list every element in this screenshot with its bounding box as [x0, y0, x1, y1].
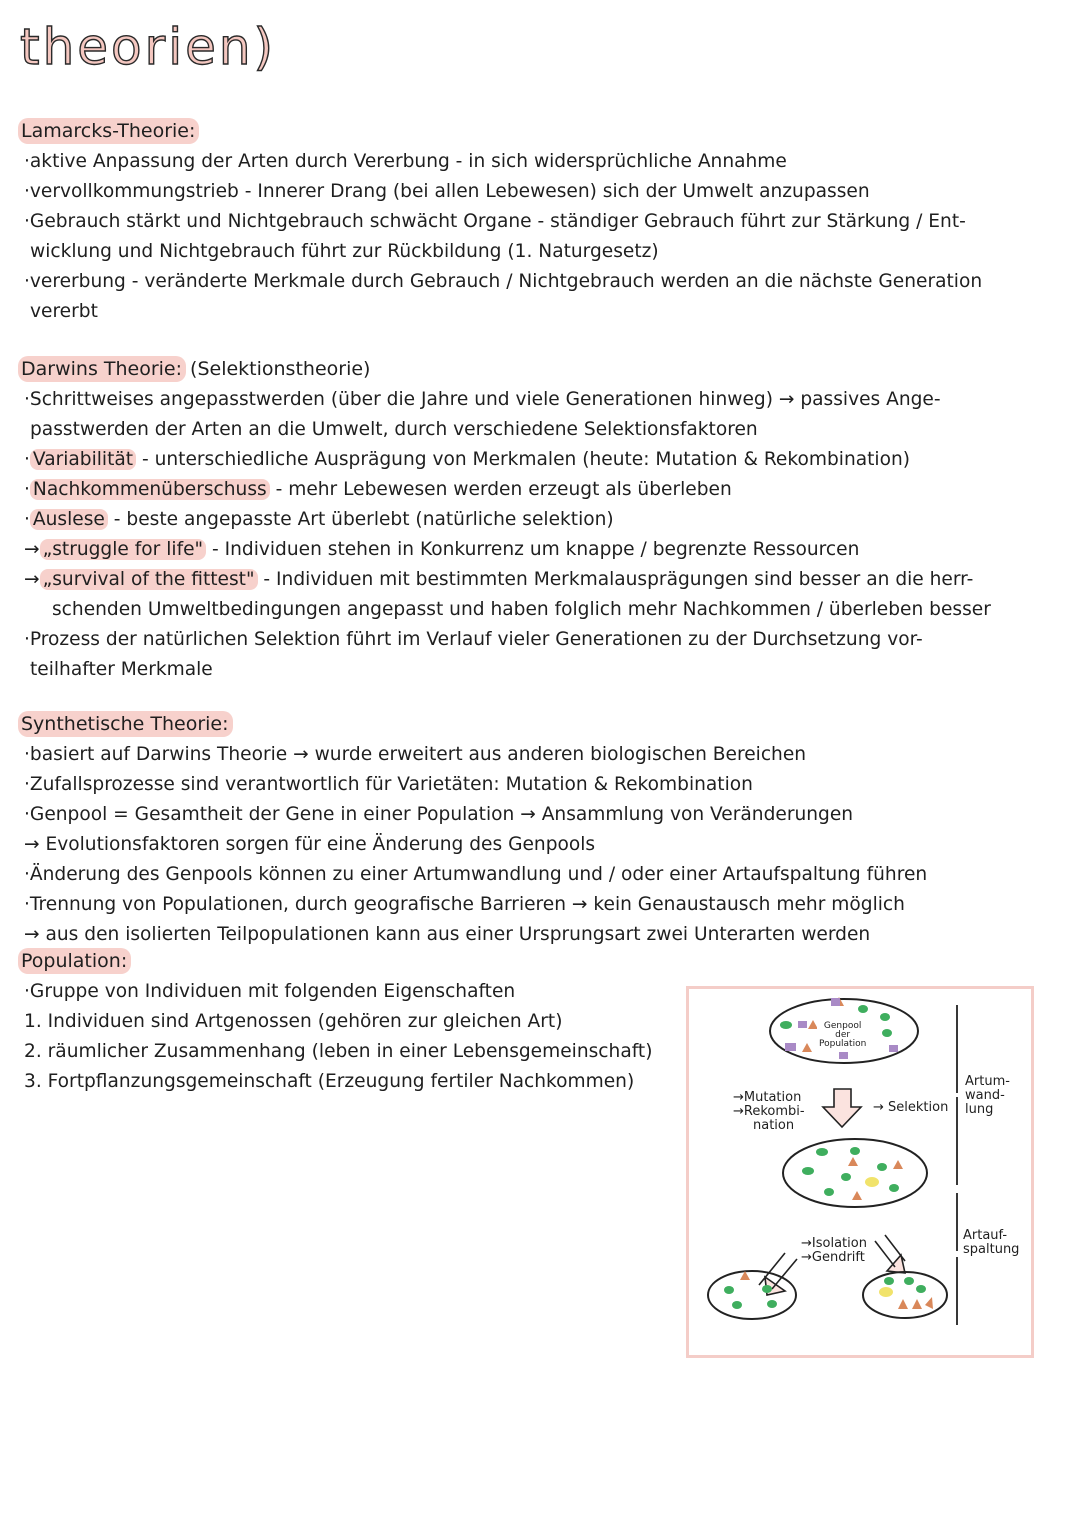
- darwin-line: ·Schrittweises angepasstwerden (über die Jahre und viele Generationen hinweg) → passives Ange-: [24, 389, 941, 410]
- dot-shape: [880, 1013, 890, 1021]
- triangle-shape: [802, 1043, 812, 1052]
- term-survival-of-the-fittest: „survival of the fittest": [40, 569, 258, 590]
- population-line: 1. Individuen sind Artgenossen (gehören zur gleichen Art): [24, 1011, 563, 1032]
- section-lamarck: [18, 118, 1068, 327]
- arrow-icon: →: [24, 539, 40, 560]
- dot-shape: [916, 1285, 926, 1293]
- synthetic-line: ·Trennung von Populationen, durch geografische Barrieren → kein Genaustausch mehr möglich: [24, 894, 905, 915]
- darwin-line-text: - mehr Lebewesen werden erzeugt als überleben: [269, 479, 732, 500]
- darwin-line-text: - beste angepasste Art überlebt (natürliche selektion): [107, 509, 614, 530]
- darwin-line: [18, 565, 1068, 595]
- darwin-line: · Auslese - beste angepasste Art überlebt (natürliche selektion): [24, 509, 614, 530]
- dot-shape: [841, 1173, 851, 1181]
- page-title: theorien): [20, 18, 277, 76]
- term-auslese: Auslese: [30, 509, 108, 530]
- darwin-line: passtwerden der Arten an die Umwelt, durch verschiedene Selektionsfaktoren: [30, 419, 758, 440]
- mutation-label-line: →Rekombi-: [733, 1104, 805, 1119]
- isolation-label-line: →Gendrift: [801, 1250, 865, 1265]
- lamarck-line: ·vererbung - veränderte Merkmale durch Gebrauch / Nichtgebrauch werden an die nächste Generation: [24, 271, 983, 292]
- mutation-label: [733, 1091, 805, 1133]
- selektion-label: → Selektion: [873, 1100, 949, 1115]
- darwin-line: · Nachkommenüberschuss - mehr Lebewesen werden erzeugt als überleben: [24, 479, 732, 500]
- population-line: ·Gruppe von Individuen mit folgenden Eigenschaften: [24, 981, 516, 1002]
- synthetic-line: ·Genpool = Gesamtheit der Gene in einer Population → Ansammlung von Veränderungen: [24, 804, 854, 825]
- lamarck-line: ·Gebrauch stärkt und Nichtgebrauch schwächt Organe - ständiger Gebrauch führt zur Stärkung / Ent-: [24, 211, 966, 232]
- term-struggle-for-life: „struggle for life": [40, 539, 207, 560]
- population-lines: [18, 977, 678, 1097]
- dot-shape: [884, 1277, 894, 1285]
- yellow-dot-shape: [865, 1177, 879, 1187]
- triangle-shape: [852, 1191, 862, 1200]
- section-darwin: [18, 356, 1068, 685]
- darwin-line-text: - Individuen stehen in Konkurrenz um knappe / begrenzte Ressourcen: [206, 539, 860, 560]
- population-line: 3. Fortpflanzungsgemeinschaft (Erzeugung fertiler Nachkommen): [24, 1071, 635, 1092]
- heading-darwin-note: (Selektionstheorie): [190, 358, 371, 380]
- genpool-label: [817, 1021, 868, 1050]
- heading-synthetic: Synthetische Theorie:: [18, 711, 233, 737]
- dot-shape: [816, 1148, 828, 1156]
- section-synthetic: [18, 711, 1068, 950]
- square-shape: [839, 1052, 848, 1059]
- dot-shape: [762, 1285, 772, 1293]
- artumwandlung-label-line: lung: [965, 1102, 994, 1117]
- dot-shape: [877, 1163, 887, 1171]
- square-shape: [889, 1045, 898, 1052]
- synthetic-lines: [18, 740, 1068, 950]
- dot-shape: [732, 1301, 742, 1309]
- down-arrow-icon: [823, 1089, 861, 1127]
- dot-shape: [824, 1188, 834, 1196]
- darwin-line: teilhafter Merkmale: [30, 659, 213, 680]
- artaufspaltung-label-line: Artauf-: [963, 1228, 1008, 1243]
- darwin-line-text: - unterschiedliche Ausprägung von Merkmalen (heute: Mutation & Rekombination): [136, 449, 910, 470]
- dot-shape: [889, 1184, 899, 1192]
- triangle-shape: [898, 1299, 908, 1309]
- dot-shape: [780, 1021, 792, 1029]
- heading-population: Population:: [18, 948, 131, 974]
- lamarck-line: ·vervollkommungstrieb - Innerer Drang (bei allen Lebewesen) sich der Umwelt anzupassen: [24, 181, 870, 202]
- isolation-label: [801, 1237, 867, 1265]
- dot-shape: [767, 1300, 777, 1308]
- lamarck-line: vererbt: [30, 301, 98, 322]
- arrow-icon: →: [24, 569, 40, 590]
- lamarck-line: ·aktive Anpassung der Arten durch Vererbung - in sich widersprüchliche Annahme: [24, 151, 787, 172]
- darwin-line: [18, 535, 1068, 565]
- dot-shape: [850, 1147, 860, 1155]
- artaufspaltung-label-line: spaltung: [963, 1242, 1020, 1257]
- triangle-shape: [912, 1299, 922, 1309]
- square-shape: [785, 1043, 796, 1051]
- darwin-lines: [18, 385, 1068, 685]
- square-shape: [798, 1021, 807, 1028]
- yellow-dot-shape: [879, 1287, 893, 1297]
- genpool-label-line: Genpool: [823, 1021, 862, 1031]
- synthetic-line: ·basiert auf Darwins Theorie → wurde erweitert aus anderen biologischen Bereichen: [24, 744, 807, 765]
- artumwandlung-label-line: wand-: [965, 1088, 1005, 1103]
- lamarck-line: wicklung und Nichtgebrauch führt zur Rückbildung (1. Naturgesetz): [30, 241, 659, 262]
- artumwandlung-label: [965, 1075, 1010, 1117]
- mutation-label-line: →Mutation: [733, 1090, 802, 1105]
- dot-shape: [904, 1277, 914, 1285]
- genpool-label-line: Population: [819, 1039, 867, 1049]
- split-arrow-right-icon: [875, 1235, 905, 1273]
- subpopulation-left-ellipse: [708, 1271, 796, 1319]
- triangle-shape: [925, 1297, 933, 1309]
- synthetic-line: → Evolutionsfaktoren sorgen für eine Änderung des Genpools: [24, 834, 596, 855]
- synthetic-line: → aus den isolierten Teilpopulationen kann aus einer Ursprungsart zwei Unterarten werden: [24, 924, 871, 945]
- heading-darwin: Darwins Theorie:: [18, 356, 186, 382]
- darwin-line-text: - Individuen mit bestimmten Merkmalausprägungen sind besser an die herr-: [257, 569, 974, 590]
- dot-shape: [802, 1167, 814, 1175]
- evolution-diagram: [686, 986, 1034, 1358]
- triangle-shape: [848, 1157, 858, 1166]
- term-variabilitaet: Variabilität: [30, 449, 136, 470]
- heading-lamarck: Lamarcks-Theorie:: [18, 118, 199, 144]
- dot-shape: [882, 1029, 892, 1037]
- population-line: 2. räumlicher Zusammenhang (leben in einer Lebensgemeinschaft): [24, 1041, 653, 1062]
- isolation-label-line: →Isolation: [801, 1236, 867, 1251]
- dot-shape: [724, 1286, 734, 1294]
- darwin-line: ·Prozess der natürlichen Selektion führt im Verlauf vieler Generationen zu der Durchsetzung vor-: [24, 629, 923, 650]
- artumwandlung-label-line: Artum-: [965, 1074, 1010, 1089]
- synthetic-line: ·Änderung des Genpools können zu einer Artumwandlung und / oder einer Artaufspaltung führen: [24, 864, 928, 885]
- lamarck-lines: [18, 147, 1068, 327]
- synthetic-line: ·Zufallsprozesse sind verantwortlich für Varietäten: Mutation & Rekombination: [24, 774, 753, 795]
- term-nachkommenueberschuss: Nachkommenüberschuss: [30, 479, 270, 500]
- section-population: [18, 948, 678, 1097]
- dot-shape: [858, 1005, 868, 1013]
- darwin-line: schenden Umweltbedingungen angepasst und haben folglich mehr Nachkommen / überleben besser: [52, 599, 991, 620]
- square-shape: [831, 998, 840, 1006]
- genpool-label-line: der: [835, 1030, 851, 1040]
- mutation-label-line: nation: [753, 1118, 795, 1133]
- artaufspaltung-label: [963, 1229, 1019, 1257]
- darwin-line: · Variabilität - unterschiedliche Ausprägung von Merkmalen (heute: Mutation & Rekombination): [24, 449, 910, 470]
- triangle-shape: [893, 1160, 903, 1169]
